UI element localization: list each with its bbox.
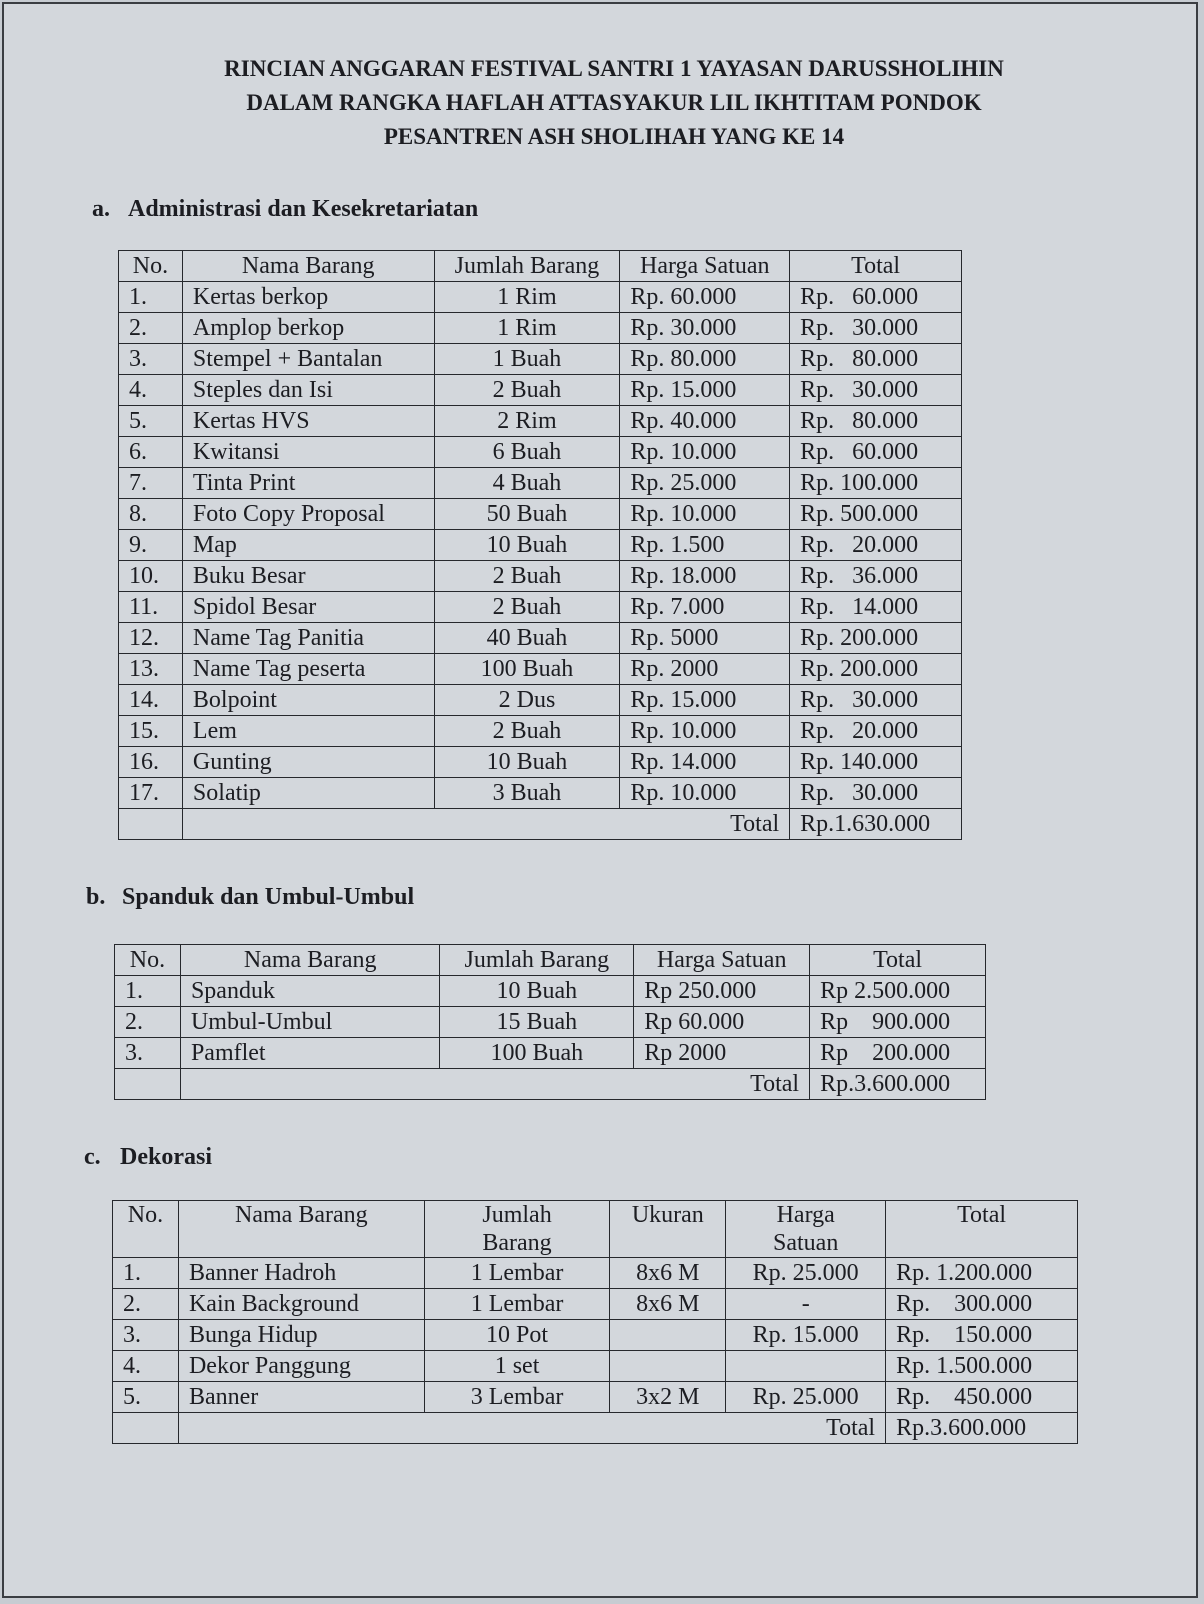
cell-no: 2. — [115, 1007, 181, 1038]
header-no: No. — [113, 1201, 179, 1258]
cell-price: Rp. 80.000 — [620, 344, 790, 375]
cell-no: 2. — [113, 1289, 179, 1320]
cell-name: Kertas HVS — [182, 406, 434, 437]
cell-no: 4. — [119, 375, 183, 406]
header-harga-satuan: Harga Satuan — [634, 945, 810, 976]
section-b-title: Spanduk dan Umbul-Umbul — [122, 884, 415, 910]
header-harga-satuan: Harga Satuan — [726, 1201, 886, 1258]
table-header-row — [119, 251, 962, 282]
cell-price: Rp. 7.000 — [620, 592, 790, 623]
table-row — [119, 561, 962, 592]
cell-name: Spidol Besar — [182, 592, 434, 623]
table-row — [115, 1038, 986, 1069]
table-row — [119, 313, 962, 344]
table-spanduk — [114, 944, 986, 1100]
total-row-empty-cell — [115, 1069, 181, 1100]
cell-total: Rp. 150.000 — [886, 1320, 1078, 1351]
cell-qty: 2 Buah — [434, 592, 620, 623]
cell-total: Rp. 300.000 — [886, 1289, 1078, 1320]
table-row — [113, 1258, 1078, 1289]
cell-price: Rp. 1.500 — [620, 530, 790, 561]
cell-no: 2. — [119, 313, 183, 344]
table-row — [119, 437, 962, 468]
cell-total: Rp. 14.000 — [790, 592, 962, 623]
cell-name: Bunga Hidup — [178, 1320, 424, 1351]
header-no: No. — [115, 945, 181, 976]
table-row — [119, 375, 962, 406]
cell-qty: 2 Dus — [434, 685, 620, 716]
total-label: Total — [178, 1413, 885, 1444]
document-page — [2, 2, 1198, 1598]
section-c-letter: c. — [84, 1144, 101, 1170]
cell-qty: 10 Pot — [424, 1320, 610, 1351]
cell-no: 10. — [119, 561, 183, 592]
table-row — [119, 747, 962, 778]
table-header-row — [113, 1201, 1078, 1258]
cell-name: Name Tag peserta — [182, 654, 434, 685]
cell-price: Rp 2000 — [634, 1038, 810, 1069]
cell-total: Rp. 30.000 — [790, 313, 962, 344]
cell-qty: 1 Rim — [434, 313, 620, 344]
cell-total: Rp. 80.000 — [790, 406, 962, 437]
cell-qty: 10 Buah — [440, 976, 634, 1007]
table-row — [113, 1289, 1078, 1320]
cell-name: Lem — [182, 716, 434, 747]
cell-no: 16. — [119, 747, 183, 778]
cell-price: Rp. 5000 — [620, 623, 790, 654]
cell-qty: 3 Lembar — [424, 1382, 610, 1413]
cell-qty: 10 Buah — [434, 530, 620, 561]
cell-no: 12. — [119, 623, 183, 654]
cell-price: Rp. 10.000 — [620, 716, 790, 747]
table-row — [115, 1007, 986, 1038]
cell-price: Rp. 30.000 — [620, 313, 790, 344]
cell-qty: 1 Lembar — [424, 1289, 610, 1320]
cell-name: Kain Background — [178, 1289, 424, 1320]
cell-price: Rp. 25.000 — [620, 468, 790, 499]
cell-no: 14. — [119, 685, 183, 716]
table-row — [119, 406, 962, 437]
section-a-heading — [92, 196, 478, 223]
cell-price: Rp. 25.000 — [726, 1258, 886, 1289]
cell-no: 3. — [113, 1320, 179, 1351]
cell-price: Rp. 14.000 — [620, 747, 790, 778]
cell-qty: 1 Buah — [434, 344, 620, 375]
cell-qty: 40 Buah — [434, 623, 620, 654]
cell-size — [610, 1320, 726, 1351]
title-line-2: DALAM RANGKA HAFLAH ATTASYAKUR LIL IKHTITAM PONDOK — [246, 90, 982, 115]
header-nama-barang: Nama Barang — [180, 945, 439, 976]
total-label: Total — [180, 1069, 809, 1100]
cell-price: - — [726, 1289, 886, 1320]
cell-no: 8. — [119, 499, 183, 530]
cell-name: Name Tag Panitia — [182, 623, 434, 654]
cell-price: Rp. 15.000 — [620, 685, 790, 716]
cell-no: 1. — [115, 976, 181, 1007]
table-row — [119, 654, 962, 685]
cell-qty: 100 Buah — [440, 1038, 634, 1069]
cell-no: 15. — [119, 716, 183, 747]
cell-price: Rp. 25.000 — [726, 1382, 886, 1413]
cell-total: Rp 2.500.000 — [810, 976, 986, 1007]
section-b-heading — [86, 884, 414, 911]
header-harga-satuan: Harga Satuan — [620, 251, 790, 282]
cell-name: Pamflet — [180, 1038, 439, 1069]
cell-price: Rp. 40.000 — [620, 406, 790, 437]
total-value: Rp.3.600.000 — [886, 1413, 1078, 1444]
total-row — [113, 1413, 1078, 1444]
cell-total: Rp 200.000 — [810, 1038, 986, 1069]
cell-qty: 100 Buah — [434, 654, 620, 685]
cell-no: 11. — [119, 592, 183, 623]
header-total: Total — [886, 1201, 1078, 1258]
table-row — [119, 623, 962, 654]
cell-size: 8x6 M — [610, 1258, 726, 1289]
cell-name: Kwitansi — [182, 437, 434, 468]
title-line-3: PESANTREN ASH SHOLIHAH YANG KE 14 — [383, 124, 845, 149]
cell-total: Rp. 60.000 — [790, 437, 962, 468]
cell-qty: 3 Buah — [434, 778, 620, 809]
cell-total: Rp. 1.500.000 — [886, 1351, 1078, 1382]
header-no: No. — [119, 251, 183, 282]
cell-total: Rp. 140.000 — [790, 747, 962, 778]
cell-no: 6. — [119, 437, 183, 468]
header-jumlah-barang: Jumlah Barang — [424, 1201, 610, 1258]
table-row — [119, 685, 962, 716]
cell-no: 7. — [119, 468, 183, 499]
cell-no: 3. — [119, 344, 183, 375]
table-row — [113, 1351, 1078, 1382]
cell-name: Foto Copy Proposal — [182, 499, 434, 530]
cell-qty: 1 Lembar — [424, 1258, 610, 1289]
table-row — [119, 282, 962, 313]
cell-qty: 4 Buah — [434, 468, 620, 499]
cell-name: Kertas berkop — [182, 282, 434, 313]
cell-price: Rp. 15.000 — [726, 1320, 886, 1351]
cell-qty: 50 Buah — [434, 499, 620, 530]
cell-total: Rp. 36.000 — [790, 561, 962, 592]
cell-no: 4. — [113, 1351, 179, 1382]
cell-total: Rp. 30.000 — [790, 778, 962, 809]
cell-price: Rp. 18.000 — [620, 561, 790, 592]
section-b-letter: b. — [86, 884, 106, 910]
cell-price: Rp. 60.000 — [620, 282, 790, 313]
cell-qty: 6 Buah — [434, 437, 620, 468]
header-jumlah-barang: Jumlah Barang — [440, 945, 634, 976]
cell-total: Rp. 200.000 — [790, 623, 962, 654]
total-label: Total — [182, 809, 789, 840]
table-row — [119, 592, 962, 623]
table-row — [119, 468, 962, 499]
cell-total: Rp. 500.000 — [790, 499, 962, 530]
total-value: Rp.3.600.000 — [810, 1069, 986, 1100]
cell-no: 9. — [119, 530, 183, 561]
cell-total: Rp. 1.200.000 — [886, 1258, 1078, 1289]
cell-name: Solatip — [182, 778, 434, 809]
cell-total: Rp. 60.000 — [790, 282, 962, 313]
cell-total: Rp. 200.000 — [790, 654, 962, 685]
cell-no: 1. — [119, 282, 183, 313]
header-ukuran: Ukuran — [610, 1201, 726, 1258]
cell-name: Stempel + Bantalan — [182, 344, 434, 375]
cell-no: 17. — [119, 778, 183, 809]
cell-name: Amplop berkop — [182, 313, 434, 344]
cell-size: 8x6 M — [610, 1289, 726, 1320]
table-row — [119, 530, 962, 561]
cell-total: Rp 900.000 — [810, 1007, 986, 1038]
cell-price: Rp. 10.000 — [620, 499, 790, 530]
cell-price — [726, 1351, 886, 1382]
total-row — [119, 809, 962, 840]
cell-qty: 2 Buah — [434, 716, 620, 747]
cell-price: Rp 250.000 — [634, 976, 810, 1007]
header-jumlah-barang: Jumlah Barang — [434, 251, 620, 282]
table-row — [113, 1320, 1078, 1351]
header-total: Total — [810, 945, 986, 976]
cell-qty: 1 Rim — [434, 282, 620, 313]
cell-no: 5. — [113, 1382, 179, 1413]
cell-name: Banner — [178, 1382, 424, 1413]
table-header-row — [115, 945, 986, 976]
cell-size: 3x2 M — [610, 1382, 726, 1413]
total-value: Rp.1.630.000 — [790, 809, 962, 840]
section-c-heading — [84, 1144, 212, 1171]
document-title — [144, 52, 1084, 154]
cell-name: Steples dan Isi — [182, 375, 434, 406]
cell-total: Rp. 30.000 — [790, 375, 962, 406]
cell-price: Rp. 2000 — [620, 654, 790, 685]
cell-name: Spanduk — [180, 976, 439, 1007]
cell-total: Rp. 30.000 — [790, 685, 962, 716]
table-administrasi — [118, 250, 962, 840]
header-nama-barang: Nama Barang — [178, 1201, 424, 1258]
table-row — [113, 1382, 1078, 1413]
cell-no: 13. — [119, 654, 183, 685]
table-row — [115, 976, 986, 1007]
cell-name: Tinta Print — [182, 468, 434, 499]
cell-qty: 2 Rim — [434, 406, 620, 437]
cell-total: Rp. 20.000 — [790, 716, 962, 747]
cell-name: Map — [182, 530, 434, 561]
table-row — [119, 344, 962, 375]
cell-total: Rp. 80.000 — [790, 344, 962, 375]
cell-qty: 15 Buah — [440, 1007, 634, 1038]
cell-price: Rp 60.000 — [634, 1007, 810, 1038]
header-nama-barang: Nama Barang — [182, 251, 434, 282]
cell-name: Banner Hadroh — [178, 1258, 424, 1289]
cell-no: 5. — [119, 406, 183, 437]
cell-name: Umbul-Umbul — [180, 1007, 439, 1038]
cell-name: Dekor Panggung — [178, 1351, 424, 1382]
section-a-letter: a. — [92, 196, 110, 222]
cell-total: Rp. 100.000 — [790, 468, 962, 499]
cell-price: Rp. 10.000 — [620, 437, 790, 468]
cell-total: Rp. 20.000 — [790, 530, 962, 561]
total-row-empty-cell — [119, 809, 183, 840]
cell-price: Rp. 15.000 — [620, 375, 790, 406]
title-line-1: RINCIAN ANGGARAN FESTIVAL SANTRI 1 YAYASAN DARUSSHOLIHIN — [224, 56, 1004, 81]
cell-qty: 2 Buah — [434, 561, 620, 592]
section-c-title: Dekorasi — [120, 1144, 212, 1170]
table-row — [119, 499, 962, 530]
cell-qty: 1 set — [424, 1351, 610, 1382]
total-row — [115, 1069, 986, 1100]
table-row — [119, 778, 962, 809]
cell-no: 1. — [113, 1258, 179, 1289]
cell-total: Rp. 450.000 — [886, 1382, 1078, 1413]
cell-qty: 10 Buah — [434, 747, 620, 778]
cell-no: 3. — [115, 1038, 181, 1069]
cell-name: Bolpoint — [182, 685, 434, 716]
cell-name: Gunting — [182, 747, 434, 778]
table-dekorasi — [112, 1200, 1078, 1444]
cell-name: Buku Besar — [182, 561, 434, 592]
table-row — [119, 716, 962, 747]
cell-qty: 2 Buah — [434, 375, 620, 406]
cell-price: Rp. 10.000 — [620, 778, 790, 809]
total-row-empty-cell — [113, 1413, 179, 1444]
cell-size — [610, 1351, 726, 1382]
header-total: Total — [790, 251, 962, 282]
section-a-title: Administrasi dan Kesekretariatan — [128, 196, 479, 222]
